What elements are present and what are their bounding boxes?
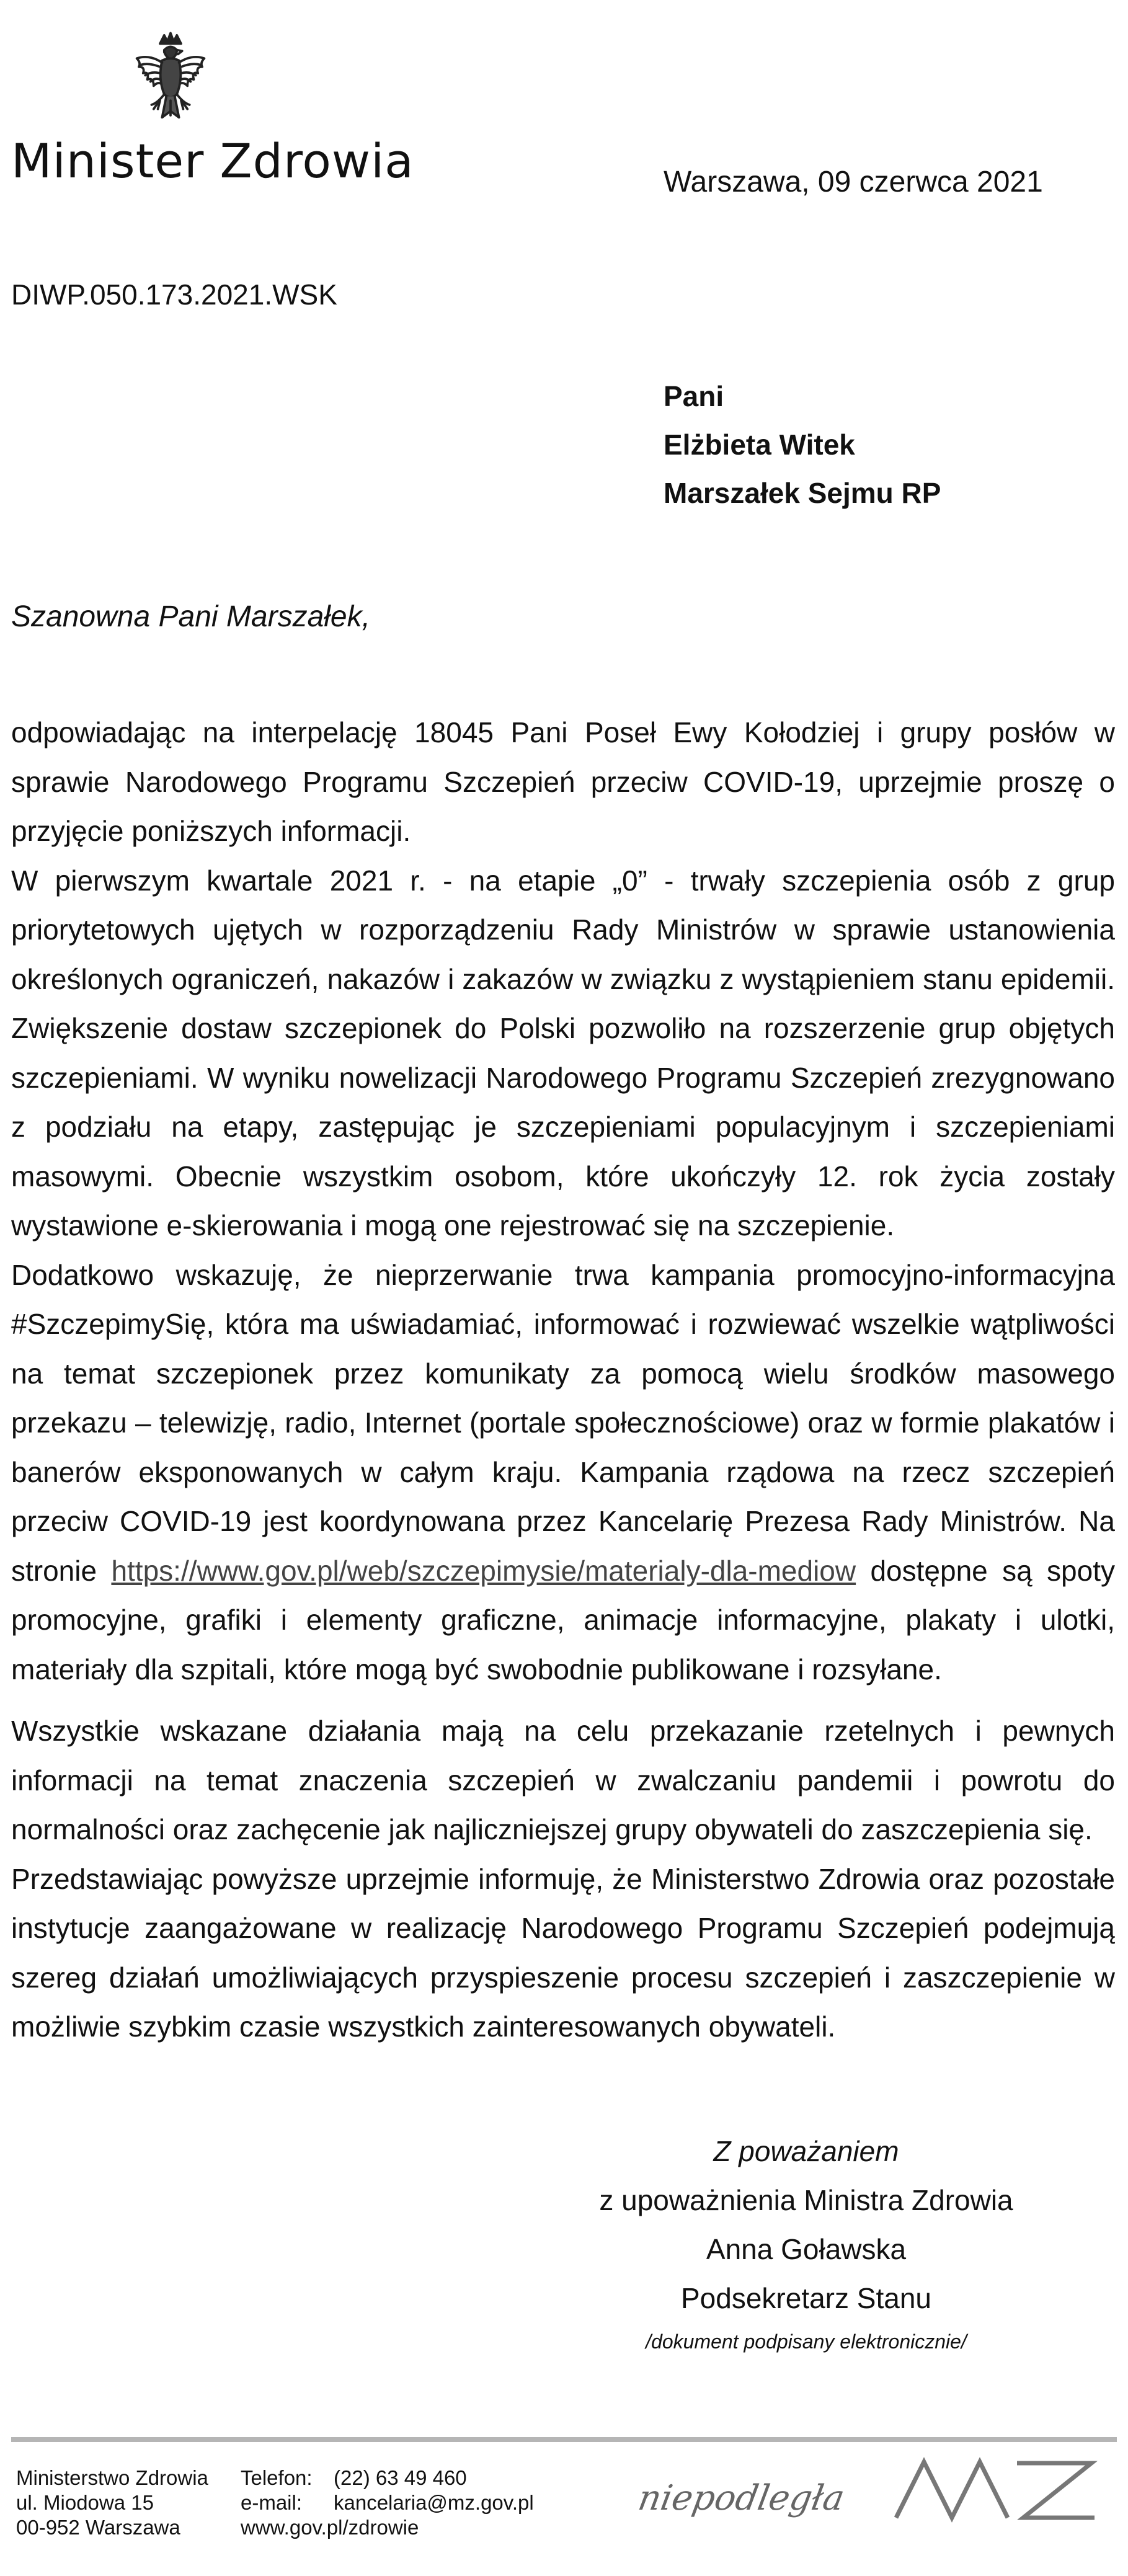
footer-contact <box>241 2466 534 2540</box>
paragraph-text: Dodatkowo wskazuję, że nieprzerwanie trwa kampania promocyjno-informacyjna #SzczepimySię, która ma uświadamiać, informować i rozwiewać wszelkie wątpliwości na temat szczepionek przez komunikaty za pomocą wielu środków masowego przekazu – telewizję, radio, Internet (portale społecznościowe) oraz w formie plakatów i banerów eksponowanych w całym kraju. Kampania rządowa na rzecz szczepień przeciw COVID-19 jest koordynowana przez Kancelarię Prezesa Rady Ministrów. Na stronie <box>11 1258 1115 1587</box>
campaign-materials-link[interactable]: https://www.gov.pl/web/szczepimysie/materialy-dla-mediow <box>111 1554 856 1587</box>
email-label: e-mail: <box>241 2491 303 2514</box>
ministry-logo-text: Minister Zdrowia <box>11 133 414 189</box>
reference-number: DIWP.050.173.2021.WSK <box>11 278 337 311</box>
closing-block <box>546 2127 1067 2360</box>
electronic-signature-note: /dokument podpisany elektronicznie/ <box>646 2330 967 2353</box>
addressee-block <box>664 372 941 517</box>
footer-address-line: ul. Miodowa 15 <box>16 2491 154 2514</box>
salutation: Szanowna Pani Marszałek, <box>11 600 370 633</box>
letter-date: Warszawa, 09 czerwca 2021 <box>664 166 1043 198</box>
footer-phone <box>241 2466 534 2490</box>
email-value[interactable]: kancelaria@mz.gov.pl <box>334 2491 534 2514</box>
letter-body <box>11 708 1115 2052</box>
addressee-line: Elżbieta Witek <box>664 429 855 461</box>
signatory-position: Podsekretarz Stanu <box>680 2282 931 2314</box>
footer-divider <box>11 2437 1117 2442</box>
signatory-name: Anna Goławska <box>706 2233 907 2265</box>
authority-line: z upoważnienia Ministra Zdrowia <box>599 2184 1013 2216</box>
regards: Z poważaniem <box>713 2135 899 2167</box>
footer-email <box>241 2490 534 2515</box>
polish-eagle-emblem-icon <box>118 31 223 136</box>
paragraph: Przedstawiając powyższe uprzejmie informuję, że Ministerstwo Zdrowia oraz pozostałe instytucje zaangażowane w realizację Narodowego Programu Szczepień podejmują szereg działań umożliwiających przyspieszenie procesu szczepień i zaszczepienie w możliwie szybkim czasie wszystkich zainteresowanych obywateli. <box>11 1862 1115 2043</box>
mz-logo-icon <box>893 2456 1098 2524</box>
paragraph-text: dostępne są spoty promocyjne, grafiki i elementy graficzne, animacje informacyjne, plakaty i ulotki, materiały dla szpitali, które mogą być swobodnie publikowane i rozsyłane. <box>11 1554 1115 1686</box>
paragraph <box>11 1251 1115 1695</box>
phone-value: (22) 63 49 460 <box>334 2466 467 2489</box>
footer-website[interactable]: www.gov.pl/zdrowie <box>241 2516 419 2539</box>
niepodlegla-logo: niepodległa <box>635 2478 848 2518</box>
addressee-line: Pani <box>664 380 724 412</box>
phone-label: Telefon: <box>241 2466 313 2489</box>
paragraph: W pierwszym kwartale 2021 r. - na etapie „0” - trwały szczepienia osób z grup priorytetowych ujętych w rozporządzeniu Rady Ministrów w sprawie ustanowienia określonych ograniczeń, nakazów i zakazów w związku z wystąpieniem stanu epidemii. Zwiększenie dostaw szczepionek do Polski pozwoliło na rozszerzenie grup objętych szczepieniami. W wyniku nowelizacji Narodowego Programu Szczepień zrezygnowano z podziału na etapy, zastępując je szczepieniami populacyjnym i szczepieniami masowymi. Obecnie wszystkim osobom, które ukończyły 12. rok życia zostały wystawione e-skierowania i mogą one rejestrować się na szczepienie. <box>11 864 1115 1241</box>
addressee-line: Marszałek Sejmu RP <box>664 477 941 509</box>
footer-address <box>16 2466 208 2540</box>
footer-address-line: 00-952 Warszawa <box>16 2516 180 2539</box>
footer-address-line: Ministerstwo Zdrowia <box>16 2466 208 2489</box>
paragraph: Wszystkie wskazane działania mają na celu przekazanie rzetelnych i pewnych informacji na temat znaczenia szczepień w zwalczaniu pandemii i powrotu do normalności oraz zachęcenie jak najliczniejszej grupy obywateli do zaszczepienia się. <box>11 1715 1115 1845</box>
paragraph: odpowiadając na interpelację 18045 Pani Poseł Ewy Kołodziej i grupy posłów w sprawie Narodowego Programu Szczepień przeciw COVID-19, uprzejmie proszę o przyjęcie poniższych informacji. <box>11 716 1115 847</box>
